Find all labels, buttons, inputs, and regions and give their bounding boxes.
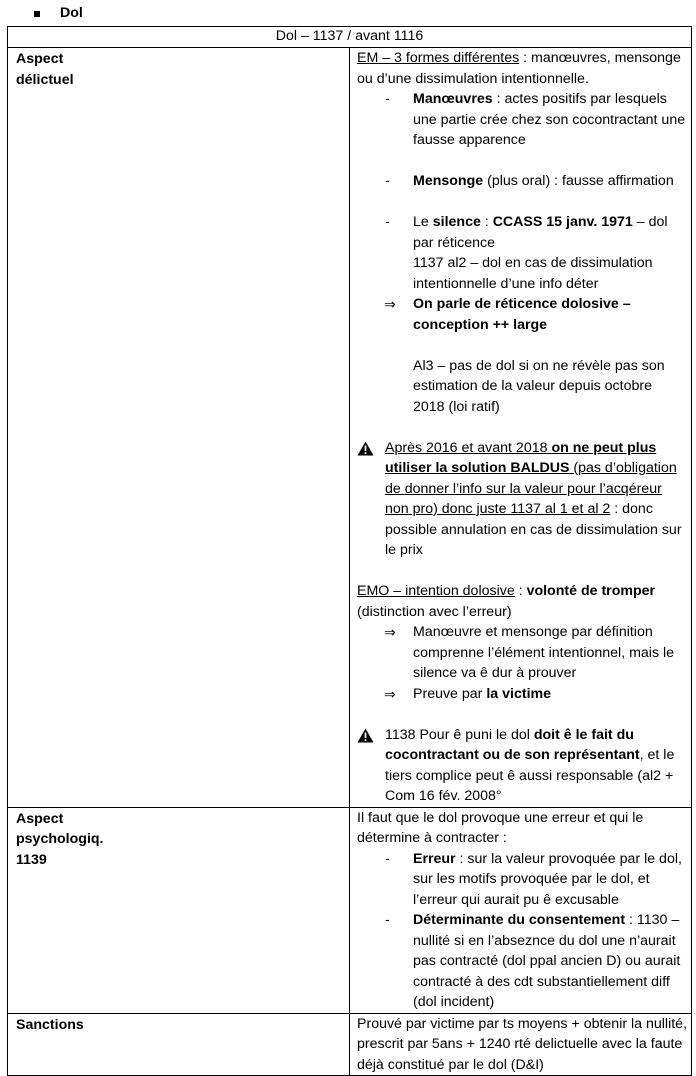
- warning-triangle-icon: [357, 728, 374, 743]
- row-content-sanctions: [350, 1013, 692, 1076]
- warning-triangle-icon: [357, 441, 374, 456]
- section-heading: [34, 3, 83, 24]
- emo-paragraph: EMO – intention dolosive : volonté de tromper (distinction avec l’erreur): [357, 583, 656, 620]
- sanctions-text: Prouvé par victime par ts moyens + obtenir la nullité, prescrit par 5ans + 1240 rté delictuelle avec la faute déjà constitué par le dol (D&I): [357, 1015, 688, 1073]
- arrow-icon: ⇒: [384, 296, 396, 312]
- table-row: [8, 1013, 692, 1076]
- dol-table: [7, 26, 692, 1076]
- table-title-row: [8, 27, 692, 48]
- list-item-erreur: - Erreur : sur la valeur provoquée par le dol, sur les motifs provoquée par le dol, et l’erreur qui aurait pu ê excusable: [385, 850, 682, 908]
- warning-note-1138: 1138 Pour ê puni le dol doit ê le fait du cocontractant ou de son représentant, et le tiers complice peut ê aussi responsable (al2 + Com 16 fév. 2008°: [357, 725, 687, 807]
- arrow-item-preuve: ⇒ Preuve par la victime: [357, 684, 687, 705]
- arrow-item-reticence: ⇒ On parle de réticence dolosive – conception ++ large: [384, 296, 631, 333]
- list-item-manoeuvres: - Manœuvres : actes positifs par lesquels une partie crée chez son cocontractant une fausse apparence: [385, 91, 686, 148]
- row-header-delictuel: Aspect délictuel: [8, 48, 350, 808]
- table-row: [8, 48, 692, 808]
- row-header-psycho: Aspect psychologiq. 1139: [8, 807, 350, 1013]
- row-header-sanctions: Sanctions: [8, 1013, 350, 1076]
- section-heading-text: Dol: [60, 5, 83, 21]
- arrow-icon: ⇒: [384, 685, 396, 702]
- warning-note-baldus: Après 2016 et avant 2018 on ne peut plus utiliser la solution BALDUS (pas d’obligation de donner l’info sur la valeur pour l’acqéreur non pro) donc juste 1137 al 1 et al 2 : donc possible annulation en cas de dissimulation sur le prix: [357, 438, 687, 561]
- al3-paragraph: Al3 – pas de dol si on ne révèle pas son estimation de la valeur depuis octobre 2018 (loi ratif): [413, 357, 665, 415]
- em-paragraph: EM – 3 formes différentes : manœuvres, mensonge ou d’une dissimulation intentionnelle.: [357, 50, 681, 87]
- table-title: Dol – 1137 / avant 1116: [8, 27, 692, 48]
- row-content-psycho: [350, 807, 692, 1013]
- bullet-square-icon: [34, 11, 40, 17]
- psycho-intro: Il faut que le dol provoque une erreur et qui le détermine à contracter :: [357, 809, 644, 846]
- list-item-determinante: - Déterminante du consentement : 1130 – nullité si en l’absezncе du dol une n’aurait pas contracté (dol ppal ancien D) ou aurait contracté à des cdt substantiellement diff (dol incident): [385, 912, 681, 1010]
- arrow-item-intentionnel: ⇒ Manœuvre et mensonge par définition comprenne l’élément intentionnel, mais le silence va ê dur à prouver: [384, 624, 675, 681]
- table-row: [8, 807, 692, 1013]
- arrow-icon: ⇒: [384, 624, 396, 640]
- row-content-delictuel: [350, 48, 692, 808]
- list-item-mensonge: - Mensonge (plus oral) : fausse affirmation: [385, 173, 674, 189]
- list-item-silence: - Le silence : CCASS 15 janv. 1971 – dol par réticence 1137 al2 – dol en cas de dissimulation intentionnelle d’une info déter: [385, 214, 668, 292]
